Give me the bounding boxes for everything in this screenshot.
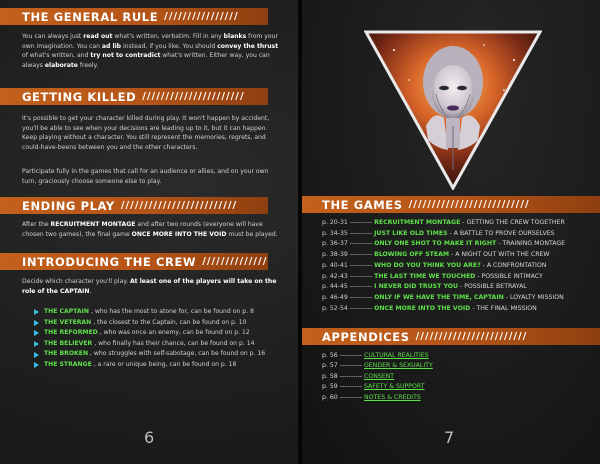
appendix-link[interactable]: NOTES & CREDITS (364, 393, 421, 401)
page-number: 7 (444, 428, 455, 447)
list-item: THE BROKEN , who struggles with self-sabotage, can be found on p. 16 (34, 349, 284, 360)
list-item: p. 52-54 ---------- ONCE MORE INTO THE VOID - THE FINAL MISSION (322, 304, 537, 312)
games-title: THE GAMES (322, 197, 403, 212)
header-slashes: //////////////// (164, 11, 239, 22)
appendix-link[interactable]: CULTURAL REALITIES (364, 352, 429, 359)
list-item: p. 44-45 ---------- I NEVER DID TRUST YOU - POSSIBLE BETRAYAL (322, 283, 527, 291)
list-item: p. 57 ---------- GENDER & SEXUALITY (322, 362, 433, 370)
header-slashes: ////////////// (202, 256, 268, 267)
header-slashes: ////////////////////////// (408, 199, 530, 210)
list-item: p. 46-49 ---------- ONLY IF WE HAVE THE TIME, CAPTAIN - LOYALTY MISSION (322, 293, 564, 301)
list-item: p. 59 ---------- SAFETY & SUPPORT (322, 383, 425, 391)
list-item: p. 34-35 ---------- JUST LIKE OLD TIMES - A BATTLE TO PROVE OURSELVES (322, 229, 555, 237)
appendix-link[interactable]: CONSENT (364, 372, 395, 380)
appendices-title: APPENDICES (322, 329, 410, 344)
appendices-list (322, 351, 522, 403)
general-rule-title: THE GENERAL RULE (22, 9, 159, 24)
list-item: THE CAPTAIN , who has the most to atone for, can be found on p. 8 (34, 307, 284, 318)
triangle-bullet-icon (34, 341, 39, 347)
list-item: p. 36-37 ---------- ONLY ONE SHOT TO MAKE IT RIGHT - TRAINING MONTAGE (322, 240, 566, 248)
introducing-crew-header (0, 253, 268, 270)
triangle-bullet-icon (34, 330, 39, 336)
general-rule-header (0, 8, 268, 25)
list-item: p. 60 ---------- NOTES & CREDITS (322, 393, 421, 401)
triangle-bullet-icon (34, 320, 39, 326)
list-item: THE REFORMED , who was once an enemy, can be found on p. 12 (34, 328, 284, 339)
getting-killed-title: GETTING KILLED (22, 89, 137, 104)
games-header (302, 196, 600, 213)
list-item: p. 58 ---------- CONSENT (322, 372, 395, 380)
games-list (322, 218, 584, 314)
getting-killed-header (0, 88, 268, 105)
list-item: THE VETERAN , the closest to the Captain, can be found on p. 10 (34, 318, 284, 329)
introducing-crew-title: INTRODUCING THE CREW (22, 254, 197, 269)
triangle-bullet-icon (34, 352, 39, 358)
header-slashes: ////////////////////// (142, 91, 245, 102)
list-item: p. 20-31 ---------- RECRUITMENT MONTAGE - GETTING THE CREW TOGETHER (322, 219, 565, 226)
triangle-bullet-icon (34, 362, 39, 368)
triangle-bullet-icon (34, 309, 39, 315)
page-number: 6 (144, 428, 155, 447)
general-rule-text: You can always just read out what's written, verbatim. Fill in any blanks from your own imagination. You can ad lib instead, if you like. You should convey the thrust of what's written, and try not to contradict what's written. Either way, you can always elaborate freely. (22, 33, 279, 69)
list-item: p. 42-43 ---------- THE LAST TIME WE TOUCHED - POSSIBLE INTIMACY (322, 272, 543, 280)
right-page (300, 0, 600, 464)
header-slashes: ///////////////////////// (120, 200, 238, 211)
introducing-crew-text: Decide which character you'll play. At least one of the players will take on the role of the CAPTAIN. (22, 278, 277, 295)
ending-play-header (0, 197, 268, 214)
appendices-header (302, 328, 600, 345)
character-list (34, 307, 284, 371)
book-gutter (298, 0, 302, 464)
list-item: p. 56 ---------- CULTURAL REALITIES (322, 352, 429, 359)
list-item: p. 40-41 ---------- WHO DO YOU THINK YOU ARE? - A CONFRONTATION (322, 261, 547, 269)
appendix-link[interactable]: GENDER & SEXUALITY (364, 362, 433, 370)
ending-play-title: ENDING PLAY (22, 198, 115, 213)
cyborg-woman-illustration (364, 30, 542, 190)
getting-killed-para-1: It's possible to get your character killed during play. It won't happen by accident, you'll be able to see when your decisions are leading up to it, but it can happen. Keep playing without a character. You still represent the memories, regrets, and could-have-beens between you and the other characters. (22, 115, 270, 151)
list-item: THE BELIEVER , who finally has their chance, can be found on p. 14 (34, 339, 284, 350)
appendix-link[interactable]: SAFETY & SUPPORT (364, 383, 425, 391)
getting-killed-para-2: Participate fully in the games that call for an audience or allies, and on your own turn, graciously choose someone else to play. (22, 168, 269, 185)
ending-play-text: After the RECRUITMENT MONTAGE and after two rounds (everyone will have chosen two games), the final game ONCE MORE INTO THE VOID must be played. (22, 221, 278, 238)
header-slashes: //////////////////////// (415, 331, 528, 342)
list-item: p. 38-39 ---------- BLOWING OFF STEAM - A NIGHT OUT WITH THE CREW (322, 251, 550, 259)
list-item: THE STRANGE , a rare or unique being, can be found on p. 18 (34, 360, 284, 371)
